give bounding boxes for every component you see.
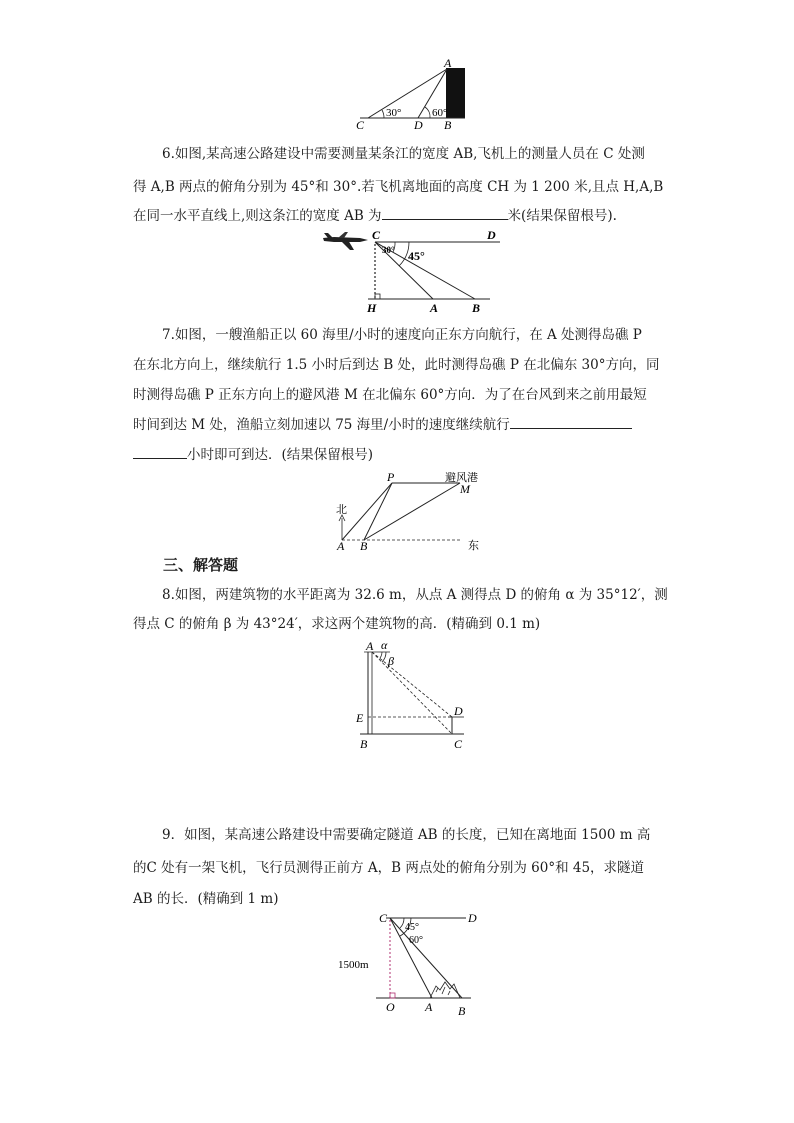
label-d: D: [468, 911, 477, 925]
airplane-icon: [323, 232, 368, 250]
label-c: C: [356, 118, 365, 132]
label-beta: β: [388, 654, 394, 668]
label-angle-30: 30°: [382, 245, 395, 255]
fig-q9: [336, 912, 486, 1016]
label-east: 东: [468, 540, 479, 552]
label-a: A: [366, 639, 374, 653]
label-a: A: [337, 539, 345, 553]
arc-30: [382, 110, 384, 118]
label-height: 1500m: [338, 959, 369, 971]
label-c: C: [379, 911, 388, 925]
line-ac: [372, 652, 452, 734]
label-a: A: [444, 56, 452, 70]
label-angle-60: 60°: [432, 107, 448, 119]
label-c: C: [454, 737, 463, 751]
building-ab: [446, 68, 465, 118]
label-d: D: [454, 704, 463, 718]
arc-45: [400, 918, 404, 928]
section-title: 三、解答题: [163, 556, 239, 574]
label-m: M: [460, 482, 470, 496]
label-harbor: 避风港: [445, 472, 478, 484]
label-a: A: [430, 301, 439, 315]
label-h: H: [367, 301, 377, 315]
label-angle-30: 30°: [386, 107, 402, 119]
label-e: E: [356, 711, 364, 725]
q7-line-4-text: 时间到达 M 处，渔船立刻加速以 75 海里/小时的速度继续航行: [133, 417, 510, 433]
fig-q8: [354, 640, 474, 752]
mountain-icon: [430, 982, 460, 998]
label-angle-45: 45°: [408, 249, 425, 263]
q7-line-5: [133, 442, 663, 468]
q7-answer-blank-b[interactable]: [133, 442, 187, 459]
q6-line-3b: 米(结果保留根号).: [507, 208, 617, 224]
q8-line-2: 得点 C 的俯角 β 为 43°24′，求这两个建筑物的高．(精确到 0.1 m): [133, 616, 541, 632]
q6-line-3: [133, 203, 663, 229]
q9-line-1: 9．如图，某高速公路建设中需要确定隧道 AB 的长度，已知在离地面 1500 m 高: [162, 827, 651, 843]
label-c: C: [372, 228, 381, 242]
label-p: P: [387, 470, 395, 484]
q7-answer-blank-a[interactable]: [510, 412, 632, 429]
label-d: D: [414, 118, 423, 132]
q9-line-2: 的C 处有一架飞机，飞行员测得正前方 A，B 两点处的俯角分别为 60°和 45，求隧道: [133, 860, 645, 876]
q7-line-1: 7.如图，一艘渔船正以 60 海里/小时的速度向正东方向航行，在 A 处测得岛礁 P: [162, 327, 642, 343]
line-ad: [372, 652, 452, 717]
q7-line-5-text: 小时即可到达．(结果保留根号): [187, 447, 374, 463]
fig-q7: [330, 470, 490, 552]
right-angle-mark: [390, 993, 395, 998]
label-d: D: [487, 228, 496, 242]
q6-answer-blank[interactable]: [382, 203, 508, 220]
arc-beta: [382, 652, 386, 662]
arc-60: [425, 107, 430, 118]
label-alpha: α: [381, 638, 388, 652]
right-angle-mark: [375, 294, 380, 299]
q8-line-1: 8.如图，两建筑物的水平距离为 32.6 m，从点 A 测得点 D 的俯角 α 为 35°12′，测: [162, 587, 668, 603]
label-north: 北: [336, 504, 347, 516]
q6-line-2: 得 A,B 两点的俯角分别为 45°和 30°.若飞机离地面的高度 CH 为 1 200 米,且点 H,A,B: [133, 179, 664, 195]
q6-line-1: 6.如图,某高速公路建设中需要测量某条江的宽度 AB,飞机上的测量人员在 C 处测: [162, 146, 645, 162]
q6-line-3a: 在同一水平直线上,则这条江的宽度 AB 为: [133, 208, 382, 224]
label-b: B: [444, 118, 452, 132]
label-o: O: [386, 1000, 395, 1014]
q7-line-3: 时测得岛礁 P 正东方向上的避风港 M 在北偏东 60°方向．为了在台风到来之前用最短: [133, 387, 647, 403]
q7-line-2: 在东北方向上，继续航行 1.5 小时后到达 B 处，此时测得岛礁 P 在北偏东 30°方向，同: [133, 357, 660, 373]
label-a: A: [425, 1000, 433, 1014]
arc-alpha: [380, 652, 382, 658]
label-angle-45: 45°: [405, 922, 419, 933]
label-b: B: [472, 301, 481, 315]
fig-q6: [320, 228, 520, 314]
q9-line-3: AB 的长．(精确到 1 m): [133, 891, 279, 907]
label-b: B: [458, 1004, 466, 1018]
line-ap: [342, 483, 392, 540]
label-b: B: [360, 737, 368, 751]
label-angle-60: 60°: [409, 935, 423, 946]
q7-line-4: [133, 412, 663, 438]
label-b: B: [360, 539, 368, 553]
fig-top: [350, 56, 510, 132]
